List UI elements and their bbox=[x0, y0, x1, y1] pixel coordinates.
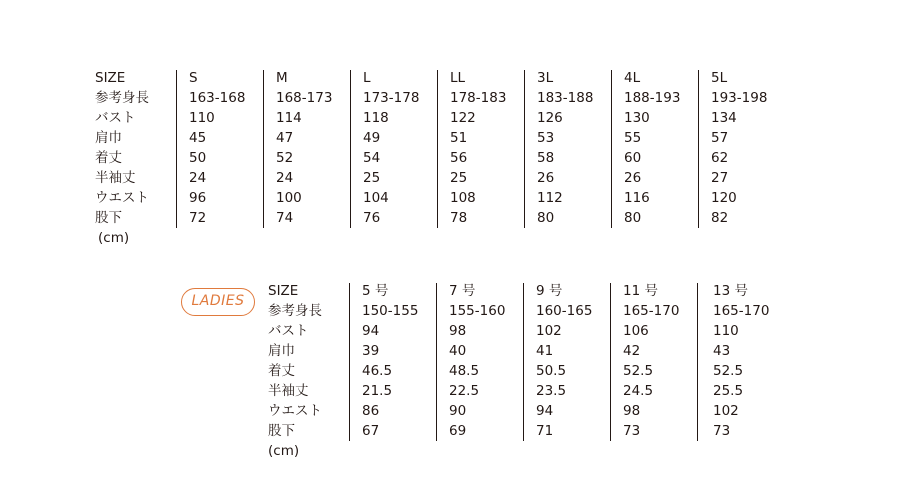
table-cell: 24 bbox=[189, 170, 207, 186]
table-row bbox=[268, 421, 731, 441]
table-cell: 49 bbox=[363, 130, 381, 146]
column-divider bbox=[611, 70, 612, 228]
table-row bbox=[268, 321, 739, 341]
table-cell: 110 bbox=[713, 323, 739, 339]
table-cell: 24 bbox=[276, 170, 294, 186]
ladies-badge: LADIES bbox=[181, 288, 255, 316]
table-header-row bbox=[268, 281, 748, 301]
column-divider bbox=[349, 283, 350, 441]
table-row bbox=[95, 168, 729, 188]
size-header-cell: 5 号 bbox=[362, 283, 389, 299]
table-cell: 78 bbox=[450, 210, 468, 226]
table-row bbox=[268, 341, 731, 361]
table-cell: 120 bbox=[711, 190, 737, 206]
table-cell: 165-170 bbox=[623, 303, 680, 319]
table-cell: 67 bbox=[362, 423, 380, 439]
table-cell: 160-165 bbox=[536, 303, 593, 319]
table-cell: 74 bbox=[276, 210, 294, 226]
size-label: SIZE bbox=[268, 283, 299, 299]
measurement-label: ウエスト bbox=[95, 190, 149, 206]
table-cell: 173-178 bbox=[363, 90, 420, 106]
measurement-label: ウエスト bbox=[268, 403, 322, 419]
table-cell: 188-193 bbox=[624, 90, 681, 106]
measurement-label: 股下 bbox=[95, 210, 122, 226]
table-cell: 80 bbox=[624, 210, 642, 226]
table-cell: 183-188 bbox=[537, 90, 594, 106]
table-cell: 104 bbox=[363, 190, 389, 206]
table-header-row bbox=[95, 68, 728, 88]
measurement-label: 着丈 bbox=[268, 363, 295, 379]
table-cell: 26 bbox=[624, 170, 642, 186]
table-cell: 130 bbox=[624, 110, 650, 126]
table-cell: 96 bbox=[189, 190, 207, 206]
table-row bbox=[268, 381, 744, 401]
table-cell: 72 bbox=[189, 210, 207, 226]
size-label: SIZE bbox=[95, 70, 126, 86]
table-row bbox=[268, 361, 744, 381]
measurement-label: 肩巾 bbox=[95, 130, 122, 146]
table-cell: 106 bbox=[623, 323, 649, 339]
measurement-label: 肩巾 bbox=[268, 343, 295, 359]
table-cell: 108 bbox=[450, 190, 476, 206]
size-header-cell: 4L bbox=[624, 70, 641, 86]
table-cell: 52.5 bbox=[623, 363, 654, 379]
unit-label: (cm) bbox=[98, 230, 130, 246]
table-row bbox=[95, 208, 729, 228]
table-row bbox=[95, 148, 729, 168]
size-header-cell: 11 号 bbox=[623, 283, 658, 299]
measurement-label: 参考身長 bbox=[95, 90, 149, 106]
column-divider bbox=[263, 70, 264, 228]
table-row bbox=[95, 88, 768, 108]
table-cell: 155-160 bbox=[449, 303, 506, 319]
table-cell: 73 bbox=[623, 423, 641, 439]
size-header-cell: 9 号 bbox=[536, 283, 563, 299]
table-cell: 94 bbox=[362, 323, 380, 339]
table-cell: 150-155 bbox=[362, 303, 419, 319]
size-header-cell: S bbox=[189, 70, 198, 86]
table-cell: 71 bbox=[536, 423, 554, 439]
table-row bbox=[95, 108, 737, 128]
size-header-cell: LL bbox=[450, 70, 466, 86]
table-cell: 26 bbox=[537, 170, 555, 186]
table-cell: 134 bbox=[711, 110, 737, 126]
measurement-label: 着丈 bbox=[95, 150, 122, 166]
measurement-label: バスト bbox=[268, 323, 309, 339]
table-cell: 23.5 bbox=[536, 383, 567, 399]
table-cell: 98 bbox=[449, 323, 467, 339]
size-header-cell: 13 号 bbox=[713, 283, 748, 299]
table-cell: 56 bbox=[450, 150, 468, 166]
table-cell: 50.5 bbox=[536, 363, 567, 379]
table-cell: 86 bbox=[362, 403, 380, 419]
size-header-cell: M bbox=[276, 70, 288, 86]
table-cell: 52 bbox=[276, 150, 294, 166]
column-divider bbox=[698, 70, 699, 228]
table-cell: 39 bbox=[362, 343, 380, 359]
table-cell: 47 bbox=[276, 130, 294, 146]
table-cell: 98 bbox=[623, 403, 641, 419]
table-cell: 42 bbox=[623, 343, 641, 359]
table-cell: 116 bbox=[624, 190, 650, 206]
table-cell: 118 bbox=[363, 110, 389, 126]
column-divider bbox=[350, 70, 351, 228]
table-cell: 82 bbox=[711, 210, 729, 226]
table-cell: 110 bbox=[189, 110, 215, 126]
table-cell: 193-198 bbox=[711, 90, 768, 106]
table-cell: 22.5 bbox=[449, 383, 480, 399]
table-cell: 21.5 bbox=[362, 383, 393, 399]
table-cell: 102 bbox=[536, 323, 562, 339]
table-cell: 58 bbox=[537, 150, 555, 166]
ladies-size-table bbox=[268, 281, 770, 461]
table-cell: 25.5 bbox=[713, 383, 744, 399]
table-cell: 25 bbox=[450, 170, 468, 186]
column-divider bbox=[523, 283, 524, 441]
column-divider bbox=[610, 283, 611, 441]
table-cell: 45 bbox=[189, 130, 207, 146]
table-cell: 52.5 bbox=[713, 363, 744, 379]
table-row bbox=[95, 128, 729, 148]
table-cell: 76 bbox=[363, 210, 381, 226]
table-cell: 53 bbox=[537, 130, 555, 146]
size-header-cell: 5L bbox=[711, 70, 728, 86]
table-cell: 43 bbox=[713, 343, 731, 359]
table-cell: 102 bbox=[713, 403, 739, 419]
table-cell: 54 bbox=[363, 150, 381, 166]
table-cell: 62 bbox=[711, 150, 729, 166]
column-divider bbox=[176, 70, 177, 228]
table-cell: 57 bbox=[711, 130, 729, 146]
table-cell: 48.5 bbox=[449, 363, 480, 379]
measurement-label: 参考身長 bbox=[268, 303, 322, 319]
table-cell: 94 bbox=[536, 403, 554, 419]
size-header-cell: L bbox=[363, 70, 371, 86]
column-divider bbox=[524, 70, 525, 228]
table-cell: 112 bbox=[537, 190, 563, 206]
table-cell: 126 bbox=[537, 110, 563, 126]
table-cell: 60 bbox=[624, 150, 642, 166]
table-cell: 122 bbox=[450, 110, 476, 126]
table-cell: 51 bbox=[450, 130, 468, 146]
table-cell: 163-168 bbox=[189, 90, 246, 106]
unit-label: (cm) bbox=[268, 443, 300, 459]
table-cell: 25 bbox=[363, 170, 381, 186]
column-divider bbox=[697, 283, 698, 441]
table-cell: 69 bbox=[449, 423, 467, 439]
table-cell: 168-173 bbox=[276, 90, 333, 106]
table-cell: 41 bbox=[536, 343, 554, 359]
measurement-label: バスト bbox=[95, 110, 136, 126]
table-cell: 165-170 bbox=[713, 303, 770, 319]
table-cell: 80 bbox=[537, 210, 555, 226]
table-cell: 114 bbox=[276, 110, 302, 126]
measurement-label: 半袖丈 bbox=[268, 383, 309, 399]
table-row bbox=[95, 188, 737, 208]
table-cell: 50 bbox=[189, 150, 207, 166]
table-cell: 24.5 bbox=[623, 383, 654, 399]
table-cell: 46.5 bbox=[362, 363, 393, 379]
size-header-cell: 3L bbox=[537, 70, 554, 86]
table-row bbox=[268, 301, 770, 321]
column-divider bbox=[436, 283, 437, 441]
table-row bbox=[268, 401, 739, 421]
measurement-label: 股下 bbox=[268, 423, 295, 439]
column-divider bbox=[437, 70, 438, 228]
table-cell: 27 bbox=[711, 170, 729, 186]
measurement-label: 半袖丈 bbox=[95, 170, 136, 186]
size-header-cell: 7 号 bbox=[449, 283, 476, 299]
mens-size-table bbox=[95, 68, 768, 248]
table-cell: 178-183 bbox=[450, 90, 507, 106]
table-cell: 100 bbox=[276, 190, 302, 206]
table-cell: 55 bbox=[624, 130, 642, 146]
table-cell: 90 bbox=[449, 403, 467, 419]
table-cell: 40 bbox=[449, 343, 467, 359]
table-cell: 73 bbox=[713, 423, 731, 439]
